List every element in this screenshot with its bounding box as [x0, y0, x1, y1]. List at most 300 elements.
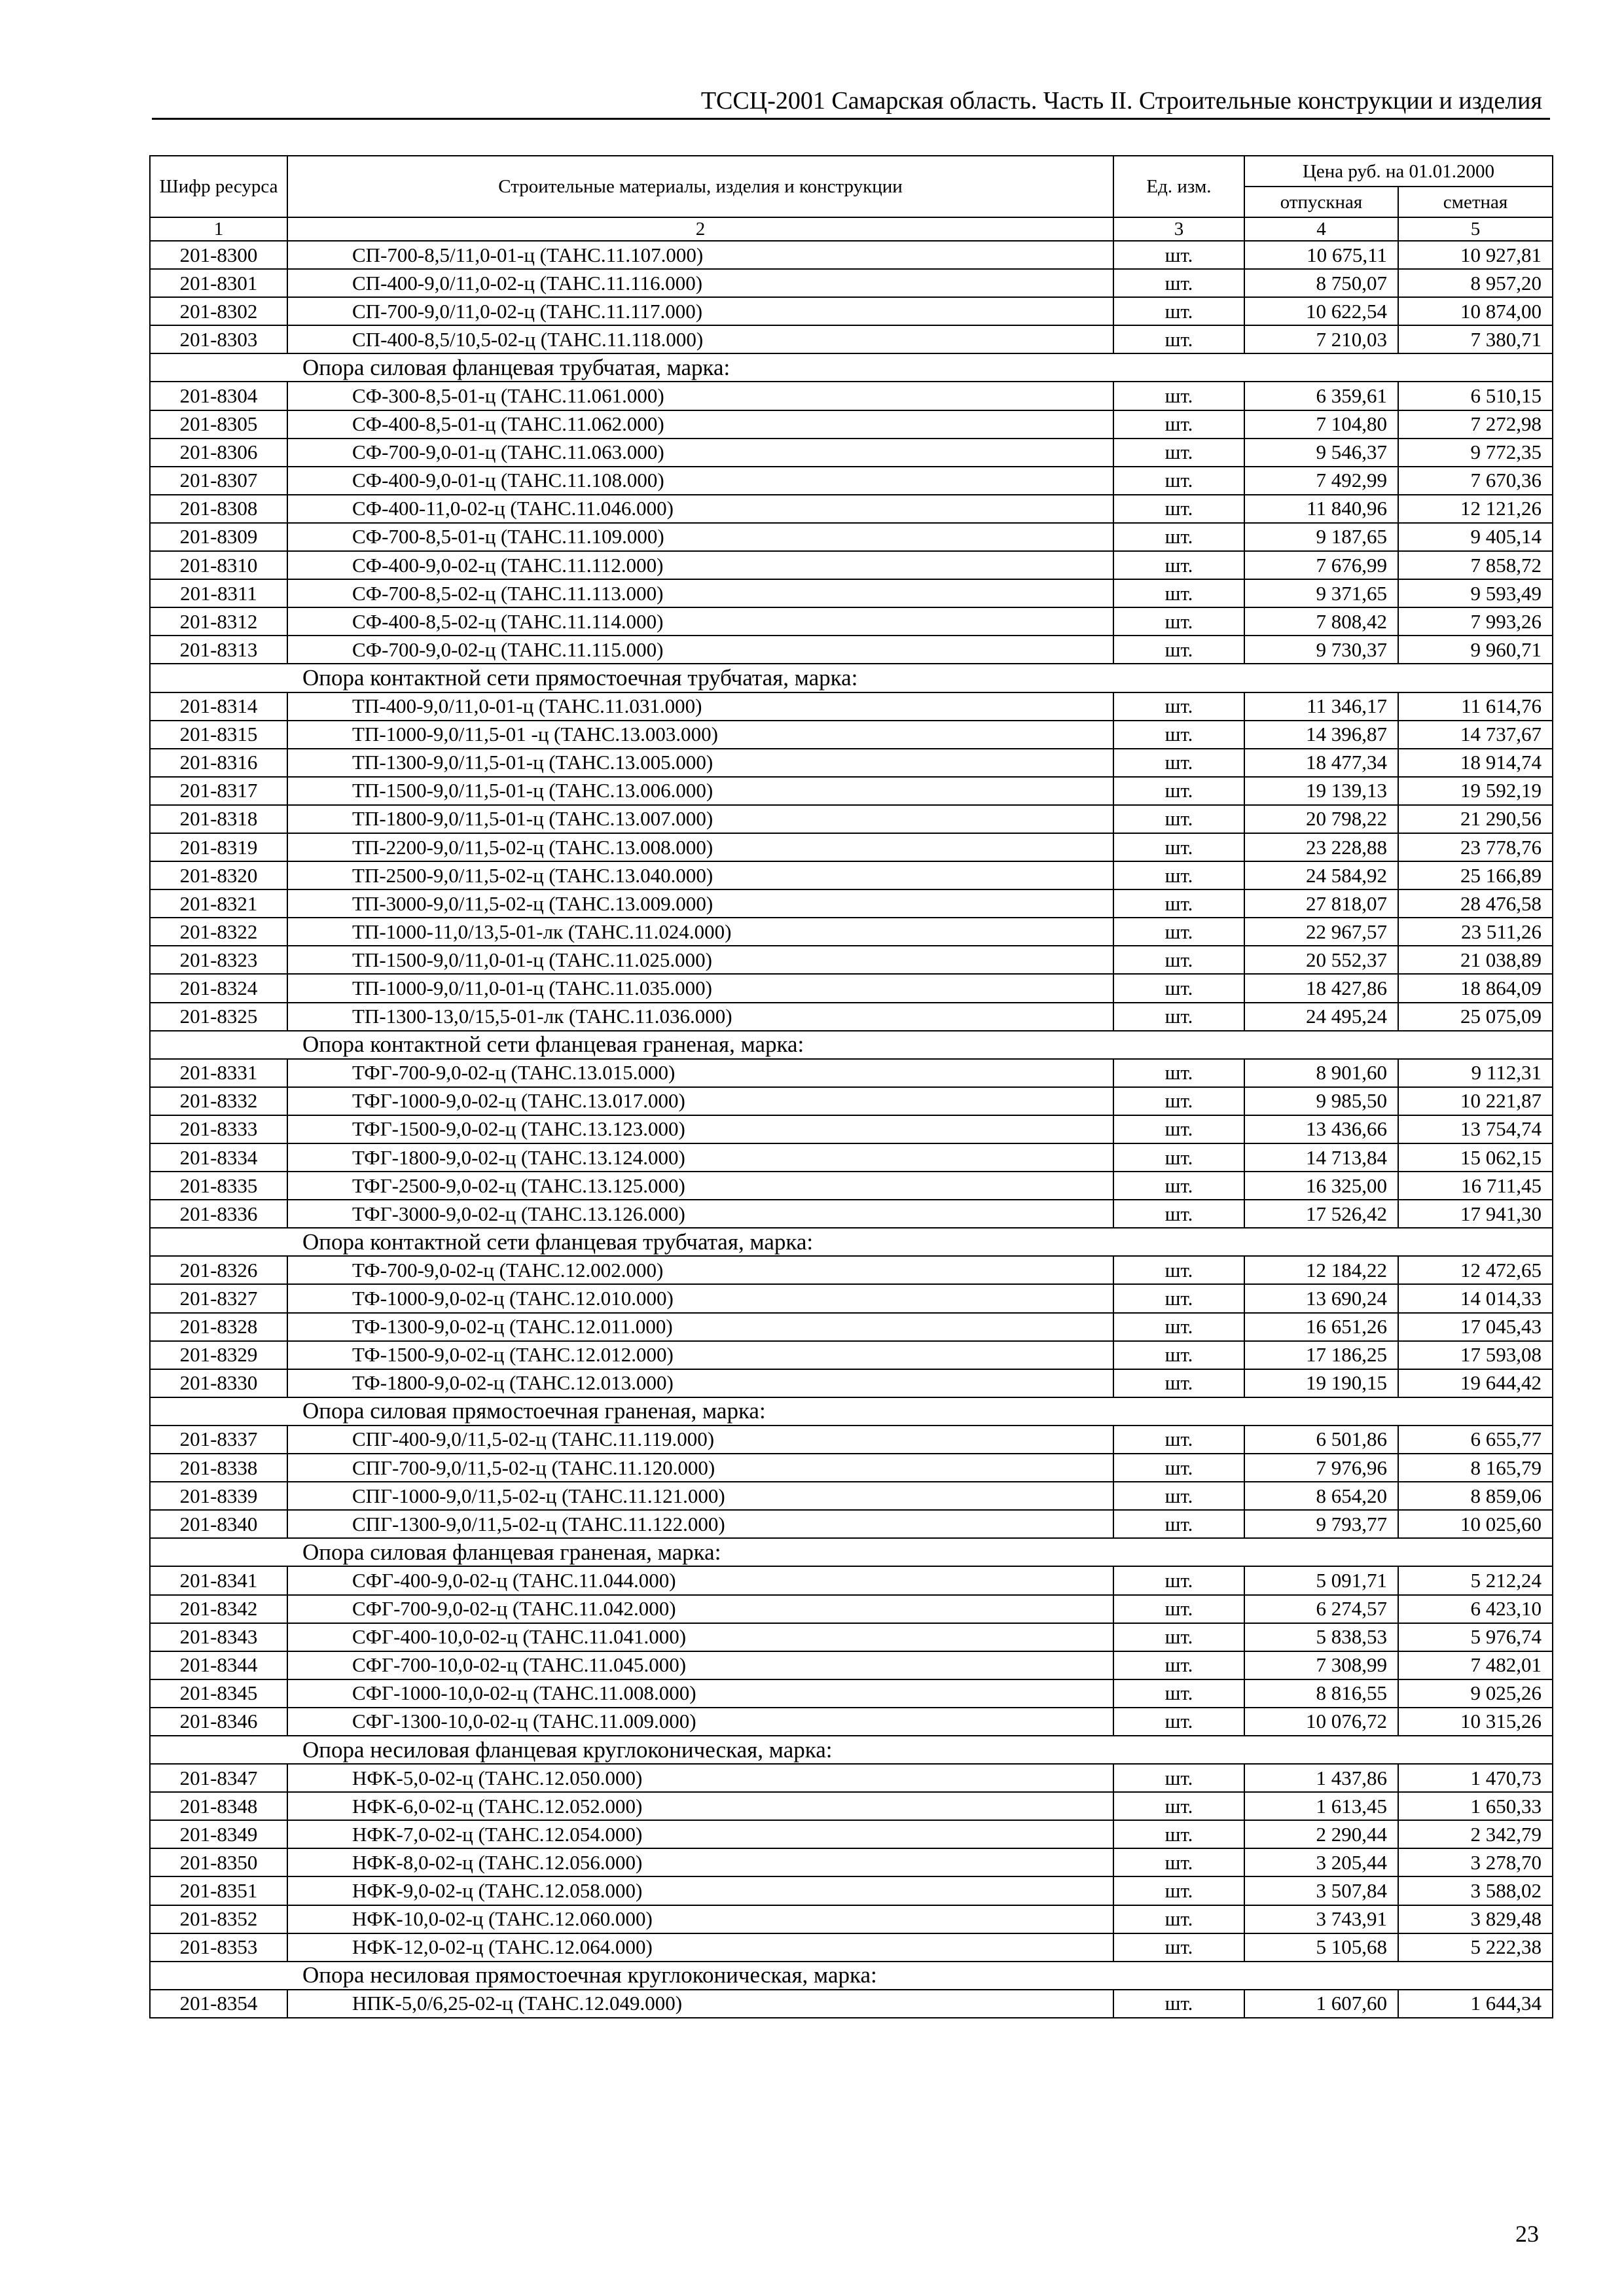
resource-code: 201-8346 — [150, 1708, 287, 1736]
estimate-price: 3 588,02 — [1398, 1876, 1553, 1905]
column-number: 5 — [1398, 217, 1553, 241]
table-row — [150, 1143, 1553, 1172]
unit-cell: шт. — [1113, 1510, 1244, 1538]
item-name: СФ-400-8,5-01-ц (ТАНС.11.062.000) — [287, 410, 1113, 439]
table-row — [150, 241, 1553, 269]
estimate-price: 21 290,56 — [1398, 805, 1553, 833]
unit-cell: шт. — [1113, 495, 1244, 523]
unit-cell: шт. — [1113, 269, 1244, 297]
item-name: ТП-1000-11,0/13,5-01-лк (ТАНС.11.024.000) — [287, 918, 1113, 946]
resource-code: 201-8345 — [150, 1679, 287, 1708]
unit-cell: шт. — [1113, 1990, 1244, 2018]
release-price: 9 371,65 — [1244, 579, 1398, 607]
price-table — [149, 155, 1553, 2018]
unit-cell: шт. — [1113, 889, 1244, 918]
resource-code: 201-8338 — [150, 1454, 287, 1482]
resource-code: 201-8323 — [150, 946, 287, 974]
table-row — [150, 495, 1553, 523]
estimate-price: 23 511,26 — [1398, 918, 1553, 946]
unit-cell: шт. — [1113, 1651, 1244, 1679]
column-number: 4 — [1244, 217, 1398, 241]
release-price: 9 187,65 — [1244, 523, 1398, 551]
table-row — [150, 410, 1553, 439]
item-name: СФГ-700-10,0-02-ц (ТАНС.11.045.000) — [287, 1651, 1113, 1679]
unit-cell: шт. — [1113, 241, 1244, 269]
estimate-price: 6 423,10 — [1398, 1595, 1553, 1623]
release-price: 13 690,24 — [1244, 1284, 1398, 1312]
table-row — [150, 1341, 1553, 1369]
release-price: 24 495,24 — [1244, 1003, 1398, 1031]
estimate-price: 18 864,09 — [1398, 974, 1553, 1002]
release-price: 3 743,91 — [1244, 1905, 1398, 1933]
release-price: 9 730,37 — [1244, 636, 1398, 664]
section-title: Опора силовая прямостоечная граненая, марка: — [150, 1397, 1553, 1426]
unit-cell: шт. — [1113, 1792, 1244, 1820]
release-price: 7 308,99 — [1244, 1651, 1398, 1679]
table-row — [150, 918, 1553, 946]
release-price: 7 492,99 — [1244, 467, 1398, 495]
item-name: ТФГ-1500-9,0-02-ц (ТАНС.13.123.000) — [287, 1115, 1113, 1143]
unit-cell: шт. — [1113, 1143, 1244, 1172]
table-row — [150, 777, 1553, 805]
resource-code: 201-8327 — [150, 1284, 287, 1312]
estimate-price: 10 927,81 — [1398, 241, 1553, 269]
header-estimate: сметная — [1398, 187, 1553, 217]
item-name: ТП-1000-9,0/11,0-01-ц (ТАНС.11.035.000) — [287, 974, 1113, 1002]
resource-code: 201-8302 — [150, 297, 287, 325]
release-price: 1 437,86 — [1244, 1764, 1398, 1792]
resource-code: 201-8316 — [150, 749, 287, 777]
estimate-price: 6 510,15 — [1398, 382, 1553, 410]
item-name: СП-700-9,0/11,0-02-ц (ТАНС.11.117.000) — [287, 297, 1113, 325]
unit-cell: шт. — [1113, 861, 1244, 889]
table-row — [150, 1426, 1553, 1454]
resource-code: 201-8301 — [150, 269, 287, 297]
item-name: СФ-400-9,0-01-ц (ТАНС.11.108.000) — [287, 467, 1113, 495]
table-row — [150, 1284, 1553, 1312]
item-name: ТФ-1800-9,0-02-ц (ТАНС.12.013.000) — [287, 1369, 1113, 1397]
estimate-price: 8 859,06 — [1398, 1482, 1553, 1510]
release-price: 17 186,25 — [1244, 1341, 1398, 1369]
item-name: НФК-6,0-02-ц (ТАНС.12.052.000) — [287, 1792, 1113, 1820]
resource-code: 201-8330 — [150, 1369, 287, 1397]
resource-code: 201-8351 — [150, 1876, 287, 1905]
estimate-price: 9 593,49 — [1398, 579, 1553, 607]
unit-cell: шт. — [1113, 749, 1244, 777]
item-name: СФГ-700-9,0-02-ц (ТАНС.11.042.000) — [287, 1595, 1113, 1623]
release-price: 3 507,84 — [1244, 1876, 1398, 1905]
release-price: 7 976,96 — [1244, 1454, 1398, 1482]
unit-cell: шт. — [1113, 1933, 1244, 1962]
resource-code: 201-8320 — [150, 861, 287, 889]
resource-code: 201-8307 — [150, 467, 287, 495]
table-row — [150, 1595, 1553, 1623]
resource-code: 201-8337 — [150, 1426, 287, 1454]
table-row — [150, 889, 1553, 918]
resource-code: 201-8324 — [150, 974, 287, 1002]
unit-cell: шт. — [1113, 833, 1244, 861]
unit-cell: шт. — [1113, 1115, 1244, 1143]
unit-cell: шт. — [1113, 1369, 1244, 1397]
table-row — [150, 1876, 1553, 1905]
release-price: 22 967,57 — [1244, 918, 1398, 946]
release-price: 7 210,03 — [1244, 325, 1398, 353]
section-title: Опора контактной сети прямостоечная трубчатая, марка: — [150, 664, 1553, 692]
release-price: 27 818,07 — [1244, 889, 1398, 918]
estimate-price: 1 650,33 — [1398, 1792, 1553, 1820]
header-title: ТССЦ-2001 Самарская область. Часть II. Строительные конструкции и изделия — [700, 87, 1542, 115]
estimate-price: 13 754,74 — [1398, 1115, 1553, 1143]
release-price: 11 346,17 — [1244, 692, 1398, 721]
table-row — [150, 1933, 1553, 1962]
estimate-price: 12 121,26 — [1398, 495, 1553, 523]
release-price: 8 816,55 — [1244, 1679, 1398, 1708]
item-name: ТП-1800-9,0/11,5-01-ц (ТАНС.13.007.000) — [287, 805, 1113, 833]
column-number: 1 — [150, 217, 287, 241]
unit-cell: шт. — [1113, 523, 1244, 551]
unit-cell: шт. — [1113, 1566, 1244, 1594]
item-name: ТФ-1300-9,0-02-ц (ТАНС.12.011.000) — [287, 1313, 1113, 1341]
table-row — [150, 325, 1553, 353]
item-name: СП-400-9,0/11,0-02-ц (ТАНС.11.116.000) — [287, 269, 1113, 297]
resource-code: 201-8343 — [150, 1623, 287, 1651]
estimate-price: 21 038,89 — [1398, 946, 1553, 974]
item-name: СФ-700-8,5-02-ц (ТАНС.11.113.000) — [287, 579, 1113, 607]
resource-code: 201-8314 — [150, 692, 287, 721]
table-row — [150, 1200, 1553, 1228]
resource-code: 201-8322 — [150, 918, 287, 946]
release-price: 5 091,71 — [1244, 1566, 1398, 1594]
item-name: СФ-400-8,5-02-ц (ТАНС.11.114.000) — [287, 607, 1113, 636]
unit-cell: шт. — [1113, 1623, 1244, 1651]
item-name: СФ-700-9,0-01-ц (ТАНС.11.063.000) — [287, 439, 1113, 467]
release-price: 18 477,34 — [1244, 749, 1398, 777]
table-row — [150, 1256, 1553, 1284]
resource-code: 201-8332 — [150, 1087, 287, 1115]
estimate-price: 17 045,43 — [1398, 1313, 1553, 1341]
estimate-price: 7 380,71 — [1398, 325, 1553, 353]
header-code: Шифр ресурса — [150, 156, 287, 217]
table-row — [150, 1313, 1553, 1341]
table-row — [150, 1115, 1553, 1143]
item-name: ТП-1300-9,0/11,5-01-ц (ТАНС.13.005.000) — [287, 749, 1113, 777]
unit-cell: шт. — [1113, 1708, 1244, 1736]
table-row — [150, 805, 1553, 833]
estimate-price: 5 222,38 — [1398, 1933, 1553, 1962]
release-price: 20 798,22 — [1244, 805, 1398, 833]
table-row — [150, 1990, 1553, 2018]
estimate-price: 10 315,26 — [1398, 1708, 1553, 1736]
item-name: ТП-2500-9,0/11,5-02-ц (ТАНС.13.040.000) — [287, 861, 1113, 889]
table-body — [150, 241, 1553, 2018]
item-name: НФК-10,0-02-ц (ТАНС.12.060.000) — [287, 1905, 1113, 1933]
estimate-price: 10 874,00 — [1398, 297, 1553, 325]
table-row — [150, 1651, 1553, 1679]
item-name: НФК-9,0-02-ц (ТАНС.12.058.000) — [287, 1876, 1113, 1905]
item-name: СФ-700-8,5-01-ц (ТАНС.11.109.000) — [287, 523, 1113, 551]
release-price: 19 190,15 — [1244, 1369, 1398, 1397]
table-row — [150, 439, 1553, 467]
estimate-price: 9 405,14 — [1398, 523, 1553, 551]
resource-code: 201-8348 — [150, 1792, 287, 1820]
resource-code: 201-8344 — [150, 1651, 287, 1679]
release-price: 2 290,44 — [1244, 1820, 1398, 1848]
release-price: 12 184,22 — [1244, 1256, 1398, 1284]
release-price: 1 607,60 — [1244, 1990, 1398, 2018]
estimate-price: 23 778,76 — [1398, 833, 1553, 861]
estimate-price: 17 593,08 — [1398, 1341, 1553, 1369]
unit-cell: шт. — [1113, 1820, 1244, 1848]
estimate-price: 7 993,26 — [1398, 607, 1553, 636]
table-row — [150, 1172, 1553, 1200]
item-name: СП-400-8,5/10,5-02-ц (ТАНС.11.118.000) — [287, 325, 1113, 353]
resource-code: 201-8352 — [150, 1905, 287, 1933]
estimate-price: 5 212,24 — [1398, 1566, 1553, 1594]
estimate-price: 3 829,48 — [1398, 1905, 1553, 1933]
estimate-price: 25 166,89 — [1398, 861, 1553, 889]
table-row — [150, 297, 1553, 325]
resource-code: 201-8333 — [150, 1115, 287, 1143]
unit-cell: шт. — [1113, 1679, 1244, 1708]
section-row — [150, 1228, 1553, 1256]
resource-code: 201-8305 — [150, 410, 287, 439]
release-price: 6 359,61 — [1244, 382, 1398, 410]
item-name: ТФ-1500-9,0-02-ц (ТАНС.12.012.000) — [287, 1341, 1113, 1369]
unit-cell: шт. — [1113, 721, 1244, 749]
section-title: Опора силовая фланцевая граненая, марка: — [150, 1538, 1553, 1566]
item-name: НФК-5,0-02-ц (ТАНС.12.050.000) — [287, 1764, 1113, 1792]
resource-code: 201-8328 — [150, 1313, 287, 1341]
table-row — [150, 692, 1553, 721]
unit-cell: шт. — [1113, 1059, 1244, 1087]
release-price: 8 750,07 — [1244, 269, 1398, 297]
estimate-price: 14 014,33 — [1398, 1284, 1553, 1312]
unit-cell: шт. — [1113, 805, 1244, 833]
release-price: 20 552,37 — [1244, 946, 1398, 974]
estimate-price: 16 711,45 — [1398, 1172, 1553, 1200]
estimate-price: 14 737,67 — [1398, 721, 1553, 749]
table-row — [150, 1623, 1553, 1651]
unit-cell: шт. — [1113, 325, 1244, 353]
unit-cell: шт. — [1113, 1595, 1244, 1623]
item-name: ТФГ-700-9,0-02-ц (ТАНС.13.015.000) — [287, 1059, 1113, 1087]
resource-code: 201-8325 — [150, 1003, 287, 1031]
release-price: 6 501,86 — [1244, 1426, 1398, 1454]
release-price: 19 139,13 — [1244, 777, 1398, 805]
estimate-price: 19 592,19 — [1398, 777, 1553, 805]
unit-cell: шт. — [1113, 551, 1244, 579]
item-name: СФГ-1300-10,0-02-ц (ТАНС.11.009.000) — [287, 1708, 1113, 1736]
estimate-price: 15 062,15 — [1398, 1143, 1553, 1172]
unit-cell: шт. — [1113, 1482, 1244, 1510]
unit-cell: шт. — [1113, 607, 1244, 636]
table-row — [150, 721, 1553, 749]
item-name: СФГ-1000-10,0-02-ц (ТАНС.11.008.000) — [287, 1679, 1113, 1708]
unit-cell: шт. — [1113, 777, 1244, 805]
table-row — [150, 607, 1553, 636]
header-name: Строительные материалы, изделия и конструкции — [287, 156, 1113, 217]
estimate-price: 1 644,34 — [1398, 1990, 1553, 2018]
estimate-price: 8 957,20 — [1398, 269, 1553, 297]
table-row — [150, 974, 1553, 1002]
item-name: СФГ-400-9,0-02-ц (ТАНС.11.044.000) — [287, 1566, 1113, 1594]
item-name: ТФГ-3000-9,0-02-ц (ТАНС.13.126.000) — [287, 1200, 1113, 1228]
section-row — [150, 353, 1553, 382]
item-name: ТП-1000-9,0/11,5-01 -ц (ТАНС.13.003.000) — [287, 721, 1113, 749]
unit-cell: шт. — [1113, 1905, 1244, 1933]
item-name: ТП-1500-9,0/11,5-01-ц (ТАНС.13.006.000) — [287, 777, 1113, 805]
item-name: НФК-8,0-02-ц (ТАНС.12.056.000) — [287, 1848, 1113, 1876]
estimate-price: 8 165,79 — [1398, 1454, 1553, 1482]
release-price: 9 546,37 — [1244, 439, 1398, 467]
table-row — [150, 467, 1553, 495]
section-title: Опора контактной сети фланцевая граненая, марка: — [150, 1031, 1553, 1059]
item-name: ТП-1500-9,0/11,0-01-ц (ТАНС.11.025.000) — [287, 946, 1113, 974]
table-row — [150, 1792, 1553, 1820]
header-unit: Ед. изм. — [1113, 156, 1244, 217]
unit-cell: шт. — [1113, 946, 1244, 974]
release-price: 6 274,57 — [1244, 1595, 1398, 1623]
resource-code: 201-8300 — [150, 241, 287, 269]
section-row — [150, 1031, 1553, 1059]
estimate-price: 18 914,74 — [1398, 749, 1553, 777]
estimate-price: 17 941,30 — [1398, 1200, 1553, 1228]
page-number: 23 — [1515, 2221, 1539, 2247]
resource-code: 201-8309 — [150, 523, 287, 551]
estimate-price: 9 112,31 — [1398, 1059, 1553, 1087]
resource-code: 201-8347 — [150, 1764, 287, 1792]
table-row — [150, 1848, 1553, 1876]
release-price: 24 584,92 — [1244, 861, 1398, 889]
resource-code: 201-8303 — [150, 325, 287, 353]
section-title: Опора несиловая фланцевая круглоконическая, марка: — [150, 1736, 1553, 1764]
table-row — [150, 382, 1553, 410]
release-price: 1 613,45 — [1244, 1792, 1398, 1820]
release-price: 10 675,11 — [1244, 241, 1398, 269]
item-name: ТФ-700-9,0-02-ц (ТАНС.12.002.000) — [287, 1256, 1113, 1284]
estimate-price: 9 772,35 — [1398, 439, 1553, 467]
unit-cell: шт. — [1113, 1200, 1244, 1228]
resource-code: 201-8340 — [150, 1510, 287, 1538]
resource-code: 201-8306 — [150, 439, 287, 467]
table-row — [150, 523, 1553, 551]
resource-code: 201-8308 — [150, 495, 287, 523]
table-row — [150, 1454, 1553, 1482]
estimate-price: 28 476,58 — [1398, 889, 1553, 918]
item-name: СФ-700-9,0-02-ц (ТАНС.11.115.000) — [287, 636, 1113, 664]
resource-code: 201-8310 — [150, 551, 287, 579]
section-row — [150, 664, 1553, 692]
item-name: ТФ-1000-9,0-02-ц (ТАНС.12.010.000) — [287, 1284, 1113, 1312]
header-price: Цена руб. на 01.01.2000 — [1244, 156, 1553, 187]
estimate-price: 3 278,70 — [1398, 1848, 1553, 1876]
estimate-price: 1 470,73 — [1398, 1764, 1553, 1792]
estimate-price: 7 272,98 — [1398, 410, 1553, 439]
column-number: 3 — [1113, 217, 1244, 241]
release-price: 16 651,26 — [1244, 1313, 1398, 1341]
item-name: НФК-12,0-02-ц (ТАНС.12.064.000) — [287, 1933, 1113, 1962]
section-row — [150, 1736, 1553, 1764]
release-price: 8 901,60 — [1244, 1059, 1398, 1087]
unit-cell: шт. — [1113, 1172, 1244, 1200]
release-price: 11 840,96 — [1244, 495, 1398, 523]
item-name: ТП-400-9,0/11,0-01-ц (ТАНС.11.031.000) — [287, 692, 1113, 721]
unit-cell: шт. — [1113, 1426, 1244, 1454]
header-release: отпускная — [1244, 187, 1398, 217]
unit-cell: шт. — [1113, 974, 1244, 1002]
release-price: 7 808,42 — [1244, 607, 1398, 636]
table-row — [150, 551, 1553, 579]
estimate-price: 7 482,01 — [1398, 1651, 1553, 1679]
table-row — [150, 749, 1553, 777]
table-row — [150, 1087, 1553, 1115]
table-row — [150, 833, 1553, 861]
table-row — [150, 946, 1553, 974]
resource-code: 201-8304 — [150, 382, 287, 410]
resource-code: 201-8319 — [150, 833, 287, 861]
unit-cell: шт. — [1113, 579, 1244, 607]
estimate-price: 25 075,09 — [1398, 1003, 1553, 1031]
item-name: СПГ-400-9,0/11,5-02-ц (ТАНС.11.119.000) — [287, 1426, 1113, 1454]
unit-cell: шт. — [1113, 1876, 1244, 1905]
resource-code: 201-8335 — [150, 1172, 287, 1200]
release-price: 13 436,66 — [1244, 1115, 1398, 1143]
resource-code: 201-8311 — [150, 579, 287, 607]
unit-cell: шт. — [1113, 1087, 1244, 1115]
release-price: 17 526,42 — [1244, 1200, 1398, 1228]
unit-cell: шт. — [1113, 297, 1244, 325]
item-name: ТФГ-1000-9,0-02-ц (ТАНС.13.017.000) — [287, 1087, 1113, 1115]
release-price: 8 654,20 — [1244, 1482, 1398, 1510]
resource-code: 201-8326 — [150, 1256, 287, 1284]
resource-code: 201-8313 — [150, 636, 287, 664]
resource-code: 201-8318 — [150, 805, 287, 833]
release-price: 18 427,86 — [1244, 974, 1398, 1002]
estimate-price: 9 025,26 — [1398, 1679, 1553, 1708]
resource-code: 201-8321 — [150, 889, 287, 918]
resource-code: 201-8354 — [150, 1990, 287, 2018]
release-price: 3 205,44 — [1244, 1848, 1398, 1876]
resource-code: 201-8312 — [150, 607, 287, 636]
unit-cell: шт. — [1113, 918, 1244, 946]
table-row — [150, 1510, 1553, 1538]
column-number: 2 — [287, 217, 1113, 241]
release-price: 10 076,72 — [1244, 1708, 1398, 1736]
resource-code: 201-8334 — [150, 1143, 287, 1172]
estimate-price: 10 221,87 — [1398, 1087, 1553, 1115]
unit-cell: шт. — [1113, 410, 1244, 439]
unit-cell: шт. — [1113, 1003, 1244, 1031]
item-name: СПГ-1000-9,0/11,5-02-ц (ТАНС.11.121.000) — [287, 1482, 1113, 1510]
table-row — [150, 1566, 1553, 1594]
resource-code: 201-8339 — [150, 1482, 287, 1510]
item-name: СФ-300-8,5-01-ц (ТАНС.11.061.000) — [287, 382, 1113, 410]
release-price: 9 985,50 — [1244, 1087, 1398, 1115]
item-name: НПК-5,0/6,25-02-ц (ТАНС.12.049.000) — [287, 1990, 1113, 2018]
estimate-price: 5 976,74 — [1398, 1623, 1553, 1651]
unit-cell: шт. — [1113, 382, 1244, 410]
estimate-price: 2 342,79 — [1398, 1820, 1553, 1848]
table-row — [150, 1482, 1553, 1510]
item-name: НФК-7,0-02-ц (ТАНС.12.054.000) — [287, 1820, 1113, 1848]
table-row — [150, 269, 1553, 297]
estimate-price: 10 025,60 — [1398, 1510, 1553, 1538]
unit-cell: шт. — [1113, 1313, 1244, 1341]
item-name: СПГ-700-9,0/11,5-02-ц (ТАНС.11.120.000) — [287, 1454, 1113, 1482]
estimate-price: 6 655,77 — [1398, 1426, 1553, 1454]
resource-code: 201-8341 — [150, 1566, 287, 1594]
item-name: СФГ-400-10,0-02-ц (ТАНС.11.041.000) — [287, 1623, 1113, 1651]
